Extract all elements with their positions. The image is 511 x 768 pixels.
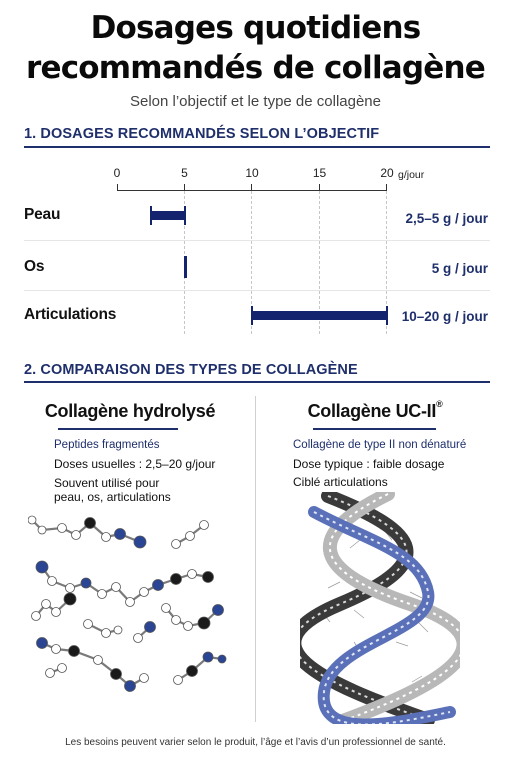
axis-unit: g/jour	[398, 169, 425, 181]
axis-tick	[319, 184, 320, 191]
dosage-bar-cap-2-0	[251, 306, 253, 325]
axis-tick	[184, 184, 185, 191]
triple-helix-illustration	[300, 492, 460, 724]
uc2-title	[262, 401, 488, 422]
axis-tick	[117, 184, 118, 191]
page-subtitle: Selon l’objectif et le type de collagène	[129, 93, 381, 110]
row-label-os: Os	[24, 258, 45, 275]
hydrolyzed-doses: Doses usuelles : 2,5–20 g/jour	[54, 457, 216, 471]
atoms	[28, 516, 226, 692]
row-label-peau: Peau	[24, 206, 61, 223]
row-value-articulations: 10–20 g / jour	[401, 309, 488, 324]
tick-label-0: 0	[113, 166, 121, 180]
tick-label-15: 15	[312, 166, 327, 180]
tick-label-5: 5	[181, 166, 188, 180]
section-1-rule	[24, 146, 490, 148]
row-divider	[24, 290, 490, 291]
dosage-bar-0	[151, 211, 185, 220]
dosage-marker-1	[184, 256, 187, 278]
dosage-bar-cap-0-1	[184, 206, 186, 225]
axis-line	[117, 190, 387, 191]
footer-note: Les besoins peuvent varier selon le produit, l’âge et l’avis d’un professionnel de santé.	[65, 737, 446, 748]
uc2-target: Ciblé articulations	[293, 475, 388, 489]
axis-tick	[251, 184, 252, 191]
section-2-heading: 2. COMPARAISON DES TYPES DE COLLAGÈNE	[24, 362, 358, 378]
row-divider	[24, 240, 490, 241]
tick-label-10: 10	[245, 166, 259, 180]
title-line-2: recommandés de collagène	[26, 50, 485, 86]
dosage-bar-cap-0-0	[150, 206, 152, 225]
title-line-1: Dosages quotidiens	[90, 10, 421, 46]
uc2-dose: Dose typique : faible dosage	[293, 457, 445, 471]
row-value-os: 5 g / jour	[431, 261, 488, 276]
axis-tick	[386, 184, 387, 191]
hydrolyzed-subtitle: Peptides fragmentés	[54, 439, 160, 451]
page-title	[0, 8, 511, 88]
uc2-title-rule	[313, 428, 436, 430]
section-1-heading: 1. DOSAGES RECOMMANDÉS SELON L’OBJECTIF	[24, 126, 380, 142]
hydrolyzed-uses-line-1: Souvent utilisé pour	[54, 476, 160, 490]
row-label-articulations: Articulations	[24, 306, 117, 323]
hydrolyzed-uses-line-2: peau, os, articulations	[54, 490, 171, 504]
hydrolyzed-uses	[54, 476, 171, 504]
column-divider	[255, 396, 256, 722]
peptide-fragments-illustration	[28, 508, 228, 703]
dosage-bar-cap-2-1	[386, 306, 388, 325]
tick-label-20: 20	[380, 166, 394, 180]
dosage-bar-2	[252, 311, 387, 320]
section-2-rule	[24, 381, 490, 383]
registered-mark: ®	[436, 399, 443, 409]
hydrolyzed-title-rule	[58, 428, 178, 430]
uc2-subtitle: Collagène de type II non dénaturé	[293, 439, 467, 451]
uc2-title-text: Collagène UC-II	[307, 401, 437, 421]
hydrolyzed-title: Collagène hydrolysé	[44, 401, 216, 421]
row-value-peau: 2,5–5 g / jour	[405, 211, 488, 226]
